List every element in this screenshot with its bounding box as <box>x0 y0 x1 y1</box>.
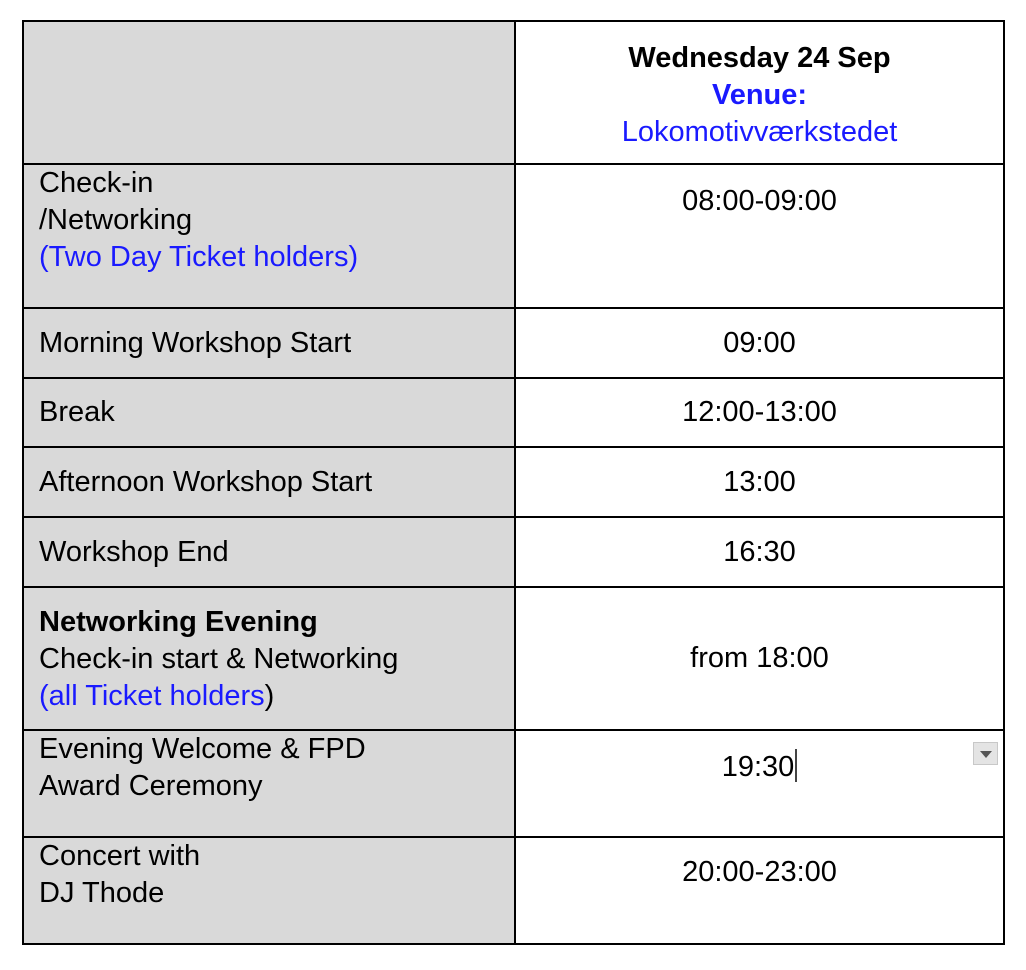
event-time: 13:00 <box>723 465 796 498</box>
ticket-note: all Ticket holders <box>48 680 265 712</box>
event-label-line: Concert with <box>39 840 201 872</box>
table-row <box>23 517 1004 587</box>
ticket-note: (Two Day Ticket holders) <box>39 241 359 273</box>
ticket-note-close: ) <box>264 680 275 712</box>
event-label-line: DJ Thode <box>39 877 165 909</box>
event-label-cell[interactable] <box>23 378 515 447</box>
venue-label: Venue: <box>711 79 808 111</box>
event-time: 20:00-23:00 <box>682 856 837 888</box>
event-label-cell[interactable] <box>23 587 515 730</box>
table-row <box>23 837 1004 944</box>
event-time: 19:30 <box>721 751 795 783</box>
event-label-cell[interactable] <box>23 164 515 308</box>
event-time: 16:30 <box>723 535 796 568</box>
event-label-cell[interactable] <box>23 517 515 587</box>
event-time-cell[interactable] <box>515 517 1004 587</box>
event-label-line: Check-in <box>39 167 154 199</box>
event-label-line: /Networking <box>39 204 193 236</box>
event-label-cell[interactable] <box>23 308 515 378</box>
event-label: Workshop End <box>39 535 229 568</box>
event-time-cell[interactable] <box>515 587 1004 730</box>
event-label-line: Check-in start & Networking <box>39 643 399 675</box>
event-time: 12:00-13:00 <box>682 396 837 428</box>
event-time-cell[interactable] <box>515 164 1004 308</box>
event-label-cell[interactable] <box>23 837 515 944</box>
event-time-cell[interactable] <box>515 837 1004 944</box>
header-empty-cell[interactable] <box>23 21 515 164</box>
event-label: Morning Workshop Start <box>39 326 352 359</box>
event-time-cell-active[interactable] <box>515 730 1004 837</box>
event-time: 09:00 <box>723 326 796 359</box>
chevron-down-icon[interactable] <box>973 742 998 765</box>
event-time-cell[interactable] <box>515 308 1004 378</box>
event-label: Afternoon Workshop Start <box>39 465 373 498</box>
ticket-note-line <box>39 678 504 715</box>
event-label-line: Evening Welcome & FPD <box>39 733 366 765</box>
schedule-table <box>22 20 1005 945</box>
event-label-line: Award Ceremony <box>39 770 263 802</box>
venue-name: Lokomotivværkstedet <box>621 116 898 148</box>
event-time: 08:00-09:00 <box>682 185 837 217</box>
table-row <box>23 164 1004 308</box>
header-day-cell[interactable] <box>515 21 1004 164</box>
event-time: from 18:00 <box>690 642 829 674</box>
header-row <box>23 21 1004 164</box>
table-row <box>23 308 1004 378</box>
table-row <box>23 447 1004 517</box>
event-label-cell[interactable] <box>23 730 515 837</box>
table-row <box>23 378 1004 447</box>
event-label: Break <box>39 396 115 428</box>
event-time-cell[interactable] <box>515 378 1004 447</box>
event-time-cell[interactable] <box>515 447 1004 517</box>
event-title: Networking Evening <box>39 606 318 638</box>
day-title: Wednesday 24 Sep <box>628 42 891 74</box>
table-row <box>23 730 1004 837</box>
table-row <box>23 587 1004 730</box>
ticket-note-open: ( <box>39 680 49 712</box>
text-cursor <box>795 749 797 782</box>
event-label-cell[interactable] <box>23 447 515 517</box>
